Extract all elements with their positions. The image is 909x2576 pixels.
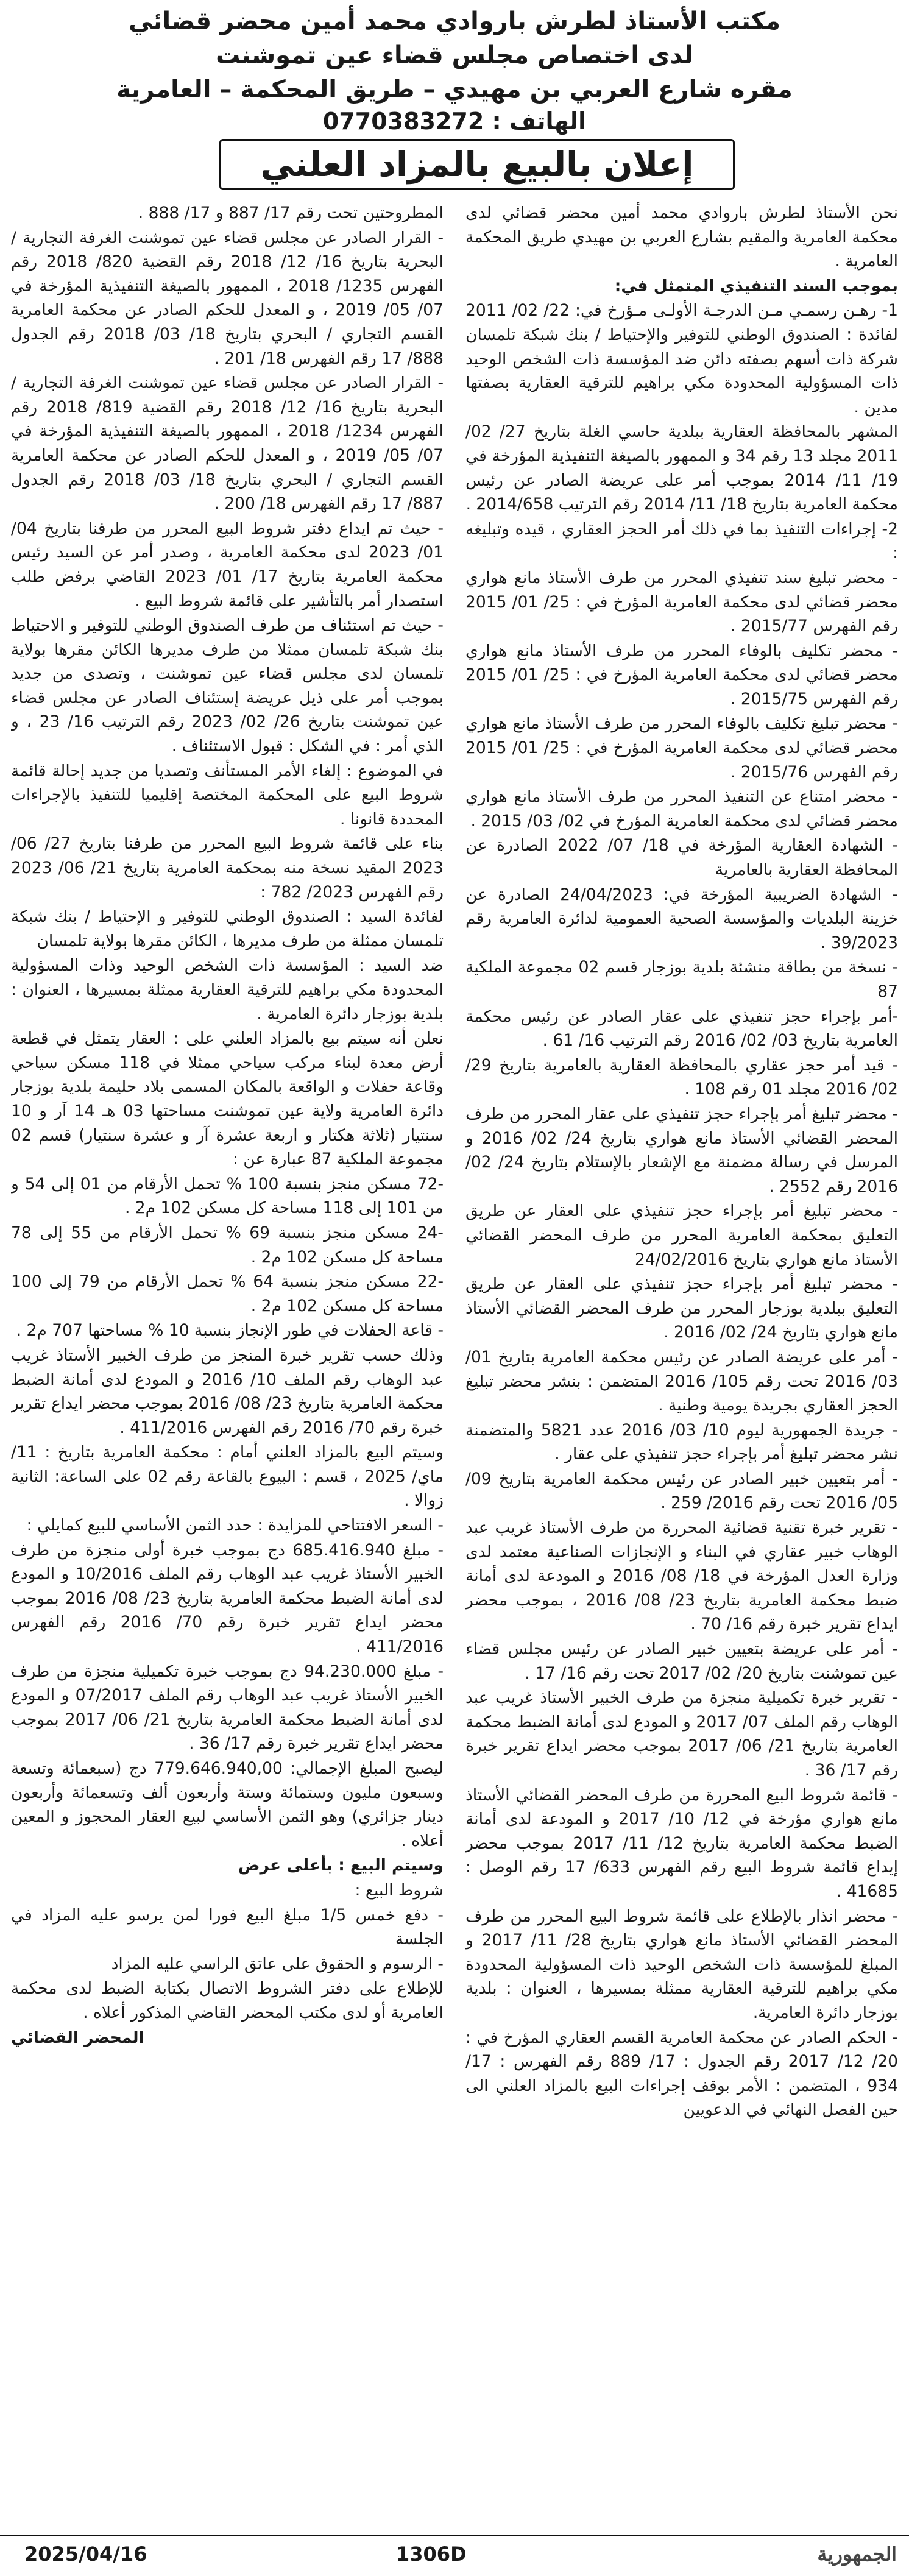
paragraph: - قاعة الحفلات في طور الإنجاز بنسبة 10 % مساحتها 707 م2 . <box>16 1321 444 1340</box>
paragraph: ضد السيد : المؤسسة ذات الشخص الوحيد وذات المسؤولية المحدودة مكي براهيم للترقية العقارية ممثلة بمسيرها ، العنوان : بلدية بوزجار دائرة العامرية . <box>11 956 444 1024</box>
paragraph: المشهر بالمحافظة العقارية ببلدية حاسي الغلة بتاريخ 27/ 02/ 2011 مجلد 13 رقم 34 و الممهور بالصيغة التنفيذية المؤرخة في 19/ 11/ 2014 بموجب أمر على عريضة الصادر عن رئيس محكمة العامرية بتاريخ 18/ 11/ 2014 رقم الترتيب 2014/658 . <box>465 422 898 514</box>
paragraph: 1- رهـن رسمـي مـن الدرجـة الأولـى مـؤرخ في: 22/ 02/ 2011 لفائدة : الصندوق الوطني للتوفير والإحتياط / بنك شبكة تلمسان شركة ذات أسهم بصفته دائن ضد المؤسسة ذات الشخص الوحيد ذات المسؤولية المحدودة مكي براهيم للترقية العقارية بصفتها مدين . <box>465 301 898 417</box>
publication-date: 2025/04/16 <box>24 2542 147 2566</box>
paragraph: - دفع خمس 1/5 مبلغ البيع فورا لمن يرسو عليه المزاد في الجلسة <box>11 1905 444 1949</box>
paragraph: - محضر امتناع عن التنفيذ المحرر من طرف الأستاذ مانع هواري محضر قضائي لدى محكمة العامرية المؤرخ في 02/ 03/ 2015 . <box>465 787 898 830</box>
paragraph: - قيد أمر حجز عقاري بالمحافظة العقارية بالعامرية بتاريخ 29/ 02/ 2016 مجلد 01 رقم 108 . <box>465 1055 898 1099</box>
page-footer <box>0 2535 909 2576</box>
left-column <box>11 201 444 2492</box>
paragraph: - محضر تبليغ أمر بإجراء حجز تنفيذي على عقار المحرر من طرف المحضر القضائي الأستاذ مانع هواري بتاريخ 24/ 02/ 2016 و المرسل في رسالة مضمنة مع الإشعار بالإستلام بتاريخ 24/ 02/ 2016 رقم 2552 . <box>465 1104 898 1196</box>
paragraph: ليصبح المبلغ الإجمالي: 779.646.940,00 دج (سبعمائة وتسعة وسبعون مليون وستمائة وستة وأربعون ألف وتسعمائة وأربعون دينار جزائري) وهو الثمن الأساسي لبيع العقار المحجوز و المعين أعلاه . <box>11 1759 444 1850</box>
paragraph: - السعر الافتتاحي للمزايدة : حدد الثمن الأساسي للبيع كمايلي : <box>26 1516 444 1535</box>
paragraph: بموجب السند التنفيذي المتمثل في: <box>614 276 898 295</box>
paragraph: -أمر بإجراء حجز تنفيذي على عقار الصادر عن رئيس محكمة العامرية بتاريخ 03/ 02/ 2016 رقم الترتيب 16/ 61 . <box>465 1007 898 1050</box>
paragraph: - جريدة الجمهورية ليوم 10/ 03/ 2016 عدد 5821 والمتضمنة نشر محضر تبليغ أمر بإجراء حجز تنفيذي على عقار . <box>465 1420 898 1464</box>
phone: الهاتف : 0770383272 <box>322 108 587 135</box>
paragraph: وسيتم البيع بالمزاد العلني أمام : محكمة العامرية بتاريخ : 11/ ماي/ 2025 ، قسم : البيوع بالقاعة رقم 02 على الساعة: الثانية زوالا . <box>11 1443 444 1510</box>
office-address: مقره شارع العربي بن مهيدي – طريق المحكمة – العامرية <box>116 76 793 104</box>
paragraph: - أمر على عريضة بتعيين خبير الصادر عن رئيس مجلس قضاء عين تموشنت بتاريخ 20/ 02/ 2017 تحت رقم 16/ 17 . <box>465 1640 898 1683</box>
ad-code: 1306D <box>396 2542 467 2566</box>
office-name: مكتب الأستاذ لطرش باروادي محمد أمين محضر قضائي <box>128 7 781 35</box>
paragraph: - حيث تم استئناف من طرف الصندوق الوطني للتوفير و الاحتياط بنك شبكة تلمسان ممثلا من طرف مديرها الكائن مقرها بولاية تلمسان لدى مجلس قضاء عين تموشنت ، وتصدى من جديد بموجب أمر على ذيل عريضة إستئناف الصادر عن مجلس قضاء عين تموشنت بتاريخ 26/ 02/ 2023 رقم الترتيب 16/ 23 ، و الذي أمر : في الشكل : قبول الاستئناف . <box>11 616 444 756</box>
paragraph: لفائدة السيد : الصندوق الوطني للتوفير و الإحتياط / بنك شبكة تلمسان ممثلة من طرف مديرها ، الكائن مقرها بولاية تلمسان <box>11 907 444 950</box>
paragraph: نحن الأستاذ لطرش باروادي محمد أمين محضر قضائي لدى محكمة العامرية والمقيم بشارع العربي بن مهيدي طريق المحكمة العامرية . <box>465 203 898 271</box>
paragraph: - الحكم الصادر عن محكمة العامرية القسم العقاري المؤرخ في : 20/ 12/ 2017 رقم الجدول : 17/ 889 رقم الفهرس : 17/ 934 ، المتضمن : الأمر بوقف إجراءات البيع بالمزاد العلني الى حين الفصل النهائي في الدعويين <box>465 2028 898 2120</box>
paragraph: - حيث تم ايداع دفتر شروط البيع المحرر من طرفنا بتاريخ 04/ 01/ 2023 لدى محكمة العامرية ، وصدر أمر عن السيد رئيس محكمة العامرية بتاريخ 17/ 01/ 2023 القاضي برفض طلب استصدار أمر بالتأشير على قائمة شروط البيع . <box>11 518 444 610</box>
newspaper-logo: الجمهورية <box>817 2542 897 2566</box>
paragraph: -24 مسكن منجز بنسبة 69 % تحمل الأرقام من 55 إلى 78 مساحة كل مسكن 102 م2 . <box>11 1223 444 1267</box>
jurisdiction: لدى اختصاص مجلس قضاء عين تموشنت <box>216 41 693 69</box>
paragraph: - تقرير خبرة تكميلية منجزة من طرف الخبير الأستاذ غريب عبد الوهاب رقم الملف 07/ 2017 و المودع لدى أمانة الضبط محكمة العامرية بتاريخ 21/ 06/ 2017 بموجب محضر ايداع تقرير خبرة رقم 17/ 36 . <box>465 1688 898 1780</box>
paragraph: - أمر بتعيين خبير الصادر عن رئيس محكمة العامرية بتاريخ 09/ 05/ 2016 تحت رقم 2016/ 259 . <box>465 1469 898 1513</box>
paragraph: نعلن أنه سيتم بيع بالمزاد العلني على : العقار يتمثل في قطعة أرض معدة لبناء مركب سياحي ممثلا في 118 مسكن سياحي وقاعة حفلات و الواقعة بالمكان المسمى بلاد حليمة بلدية بوزجار دائرة العامرية ولاية عين تموشنت مساحتها 03 هـ 14 آر و 10 سنتيار (ثلاثة هكتار و اربعة عشرة آر و عشرة سنتيار) قسم 02 مجموعة الملكية 87 عبارة عن : <box>11 1029 444 1169</box>
paragraph: - الرسوم و الحقوق على عاتق الراسي عليه المزاد <box>111 1954 444 1973</box>
paragraph: في الموضوع : إلغاء الأمر المستأنف وتصديا من جديد إحالة قائمة شروط البيع على المحكمة المختصة إقليميا للتنفيذ بالإجراءات المحددة قانونا . <box>11 761 444 829</box>
paragraph: 2- إجراءات التنفيذ بما في ذلك أمر الحجز العقاري ، قيده وتبليغه : <box>465 519 898 563</box>
paragraph: - نسخة من بطاقة منشئة بلدية بوزجار قسم 02 مجموعة الملكية 87 <box>465 958 898 1001</box>
paragraph: المحضر القضائي <box>11 2028 144 2047</box>
paragraph: - تقرير خبرة تقنية قضائية المحررة من طرف الأستاذ غريب عبد الوهاب خبير عقاري في البناء و الإنجازات الصناعية معتمد لدى وزارة العدل المؤرخة في 18/ 08/ 2016 و المودعة لدى أمانة ضبط محكمة العامرية بتاريخ 23/ 08/ 2016 ، بموجب محضر ايداع تقرير خبرة رقم 16/ 70 . <box>465 1518 898 1634</box>
paragraph: - الشهادة الضريبية المؤرخة في: 24/04/2023 الصادرة عن خزينة البلديات والمؤسسة الصحية العمومية لدائرة العامرية رقم 39/2023 . <box>465 885 898 952</box>
paragraph: المطروحتين تحت رقم 17/ 887 و 17/ 888 . <box>138 203 444 222</box>
paragraph: -72 مسكن منجز بنسبة 100 % تحمل الأرقام من 01 إلى 54 و من 101 إلى 118 مساحة كل مسكن 102 م2 . <box>11 1174 444 1218</box>
right-column <box>465 201 898 2492</box>
paragraph: وسيتم البيع : بأعلى عرض <box>238 1856 444 1875</box>
paragraph: - مبلغ 94.230.000 دج بموجب خبرة تكميلية منجزة من طرف الخبير الأستاذ غريب عبد الوهاب رقم الملف 07/2017 و المودع لدى أمانة الضبط محكمة العامرية بتاريخ 21/ 06/ 2017 بموجب محضر ايداع تقرير خبرة رقم 17/ 36 . <box>11 1661 444 1753</box>
paragraph: وذلك حسب تقرير خبرة المنجز من طرف الخبير الأستاذ غريب عبد الوهاب رقم الملف 10/ 2016 و المودع لدى أمانة الضبط محكمة العامرية بتاريخ 23/ 08/ 2016 بموجب محضر ايداع تقرير خبرة رقم 70/ 2016 رقم الفهرس 411/2016 . <box>11 1345 444 1437</box>
paragraph: للإطلاع على دفتر الشروط الاتصال بكتابة الضبط لدى محكمة العامرية أو لدى مكتب المحضر القاضي المذكور أعلاه . <box>11 1979 444 2022</box>
header <box>0 0 909 183</box>
paragraph: - مبلغ 685.416.940 دج بموجب خبرة أولى منجزة من طرف الخبير الأستاذ غريب عبد الوهاب رقم الملف 10/2016 و المودع لدى أمانة الضبط محكمة العامرية بتاريخ 23/ 08/ 2016 بموجب محضر ايداع تقرير خبرة رقم 70/ 2016 رقم الفهرس 411/2016 . <box>11 1540 444 1657</box>
paragraph: - الشهادة العقارية المؤرخة في 18/ 07/ 2022 الصادرة عن المحافظة العقارية بالعامرية <box>465 836 898 880</box>
paragraph: - القرار الصادر عن مجلس قضاء عين تموشنت الغرفة التجارية / البحرية بتاريخ 16/ 12/ 2018 رقم القضية 819/ 2018 رقم الفهرس 1234/ 2018 ، الممهور بالصيغة التنفيذية المؤرخة في 07/ 05/ 2019 ، و المعدل للحكم الصادر عن محكمة العامرية القسم التجاري / البحري بتاريخ 18/ 03/ 2018 رقم الجدول 887/ 17 رقم الفهرس 18/ 200 . <box>11 373 444 514</box>
paragraph: شروط البيع : <box>355 1880 444 1900</box>
paragraph: - محضر تبليغ أمر بإجراء حجز تنفيذي على العقار عن طريق التعليق ببلدية بوزجار المحرر من طرف المحضر القضائي الأستاذ مانع هواري بتاريخ 24/ 02/ 2016 . <box>465 1275 898 1342</box>
paragraph: -22 مسكن منجز بنسبة 64 % تحمل الأرقام من 79 إلى 100 مساحة كل مسكن 102 م2 . <box>11 1272 444 1315</box>
paragraph: - أمر على عريضة الصادر عن رئيس محكمة العامرية بتاريخ 01/ 03/ 2016 تحت رقم 105/ 2016 المتضمن : بنشر محضر تبليغ الحجز العقاري بجريدة يومية وطنية . <box>465 1347 898 1415</box>
paragraph: - محضر تبليغ أمر بإجراء حجز تنفيذي على العقار عن طريق التعليق بمحكمة العامرية المحرر من طرف المحضر القضائي الأستاذ مانع هواري بتاريخ 24/02/2016 <box>465 1201 898 1269</box>
paragraph: بناء على قائمة شروط البيع المحرر من طرفنا بتاريخ 27/ 06/ 2023 المقيد نسخة منه بمحكمة العامرية بتاريخ 21/ 06/ 2023 رقم الفهرس 2023/ 782 : <box>11 834 444 902</box>
announcement-title: إعلان بالبيع بالمزاد العلني <box>219 139 735 190</box>
paragraph: - محضر تكليف بالوفاء المحرر من طرف الأستاذ مانع هواري محضر قضائي لدى محكمة العامرية المؤرخ في : 25/ 01/ 2015 رقم الفهرس 2015/75 . <box>465 641 898 709</box>
paragraph: - محضر تبليغ تكليف بالوفاء المحرر من طرف الأستاذ مانع هواري محضر قضائي لدى محكمة العامرية المؤرخ في : 25/ 01/ 2015 رقم الفهرس 2015/76 . <box>465 714 898 782</box>
paragraph: - محضر تبليغ سند تنفيذي المحرر من طرف الأستاذ مانع هواري محضر قضائي لدى محكمة العامرية المؤرخ في : 25/ 01/ 2015 رقم الفهرس 2015/77 . <box>465 568 898 636</box>
paragraph: - محضر انذار بالإطلاع على قائمة شروط البيع المحرر من طرف المحضر القضائي الأستاذ مانع هواري بتاريخ 28/ 11/ 2017 و المبلغ للمؤسسة ذات الشخص الوحيد ذات المسؤولية المحدودة مكي براهيم للترقية العقارية ممثلة بمسيرها ، العنوان : بلدية بوزجار دائرة العامرية. <box>465 1906 898 2022</box>
paragraph: - قائمة شروط البيع المحررة من طرف المحضر القضائي الأستاذ مانع هواري مؤرخة في 12/ 10/ 2017 و المودعة لدى أمانة الضبط محكمة العامرية بتاريخ 12/ 11/ 2017 بموجب محضر إيداع قائمة شروط البيع رقم الفهرس 633/ 17 رقم الوصل : 41685 . <box>465 1785 898 1901</box>
paragraph: - القرار الصادر عن مجلس قضاء عين تموشنت الغرفة التجارية / البحرية بتاريخ 16/ 12/ 2018 رقم القضية 820/ 2018 رقم الفهرس 1235/ 2018 ، الممهور بالصيغة التنفيذية المؤرخة في 07/ 05/ 2019 ، و المعدل للحكم الصادر عن محكمة العامرية القسم التجاري / البحري بتاريخ 18/ 03/ 2018 رقم الجدول 888/ 17 رقم الفهرس 18/ 201 . <box>11 228 444 368</box>
article-body <box>11 201 898 2492</box>
